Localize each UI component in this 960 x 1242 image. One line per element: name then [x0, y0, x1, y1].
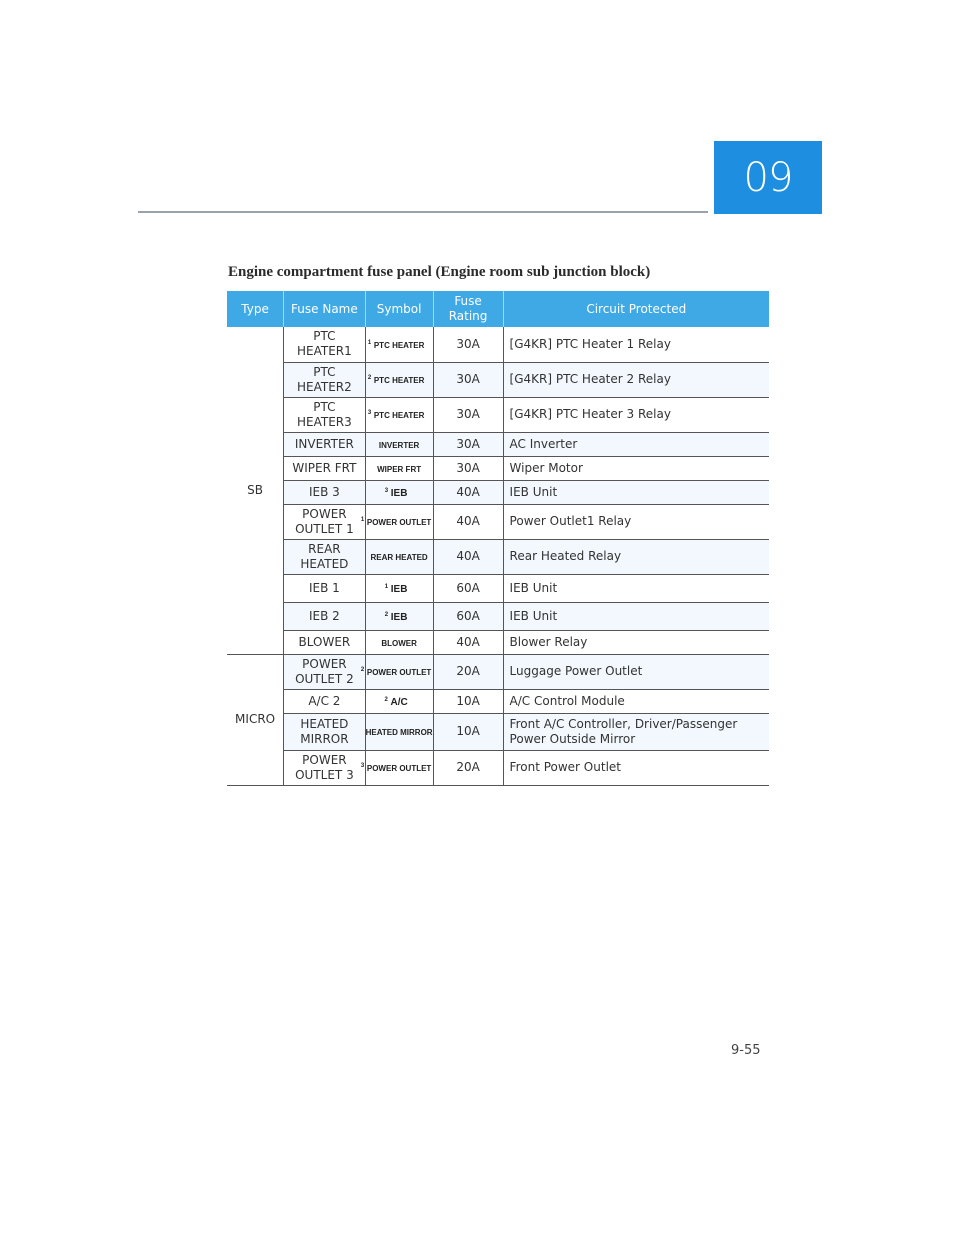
- fuse-symbol-icon: [379, 442, 419, 450]
- symbol-number: 3: [360, 763, 365, 769]
- table-row: [227, 397, 769, 432]
- symbol-text: POWER OUTLET: [366, 518, 432, 527]
- circuit-protected-cell: Luggage Power Outlet: [503, 654, 769, 689]
- header-circuit-protected: Circuit Protected: [503, 291, 769, 327]
- fuse-rating-cell: 40A: [433, 539, 503, 574]
- symbol-text: A/C: [390, 696, 408, 708]
- fuse-table: [227, 291, 769, 786]
- fuse-rating-cell: 40A: [433, 480, 503, 504]
- fuse-symbol-icon: [377, 466, 421, 474]
- fuse-name-cell: POWER OUTLET 2: [284, 654, 365, 689]
- symbol-text: HEATED MIRROR: [365, 728, 433, 737]
- type-cell: MICRO: [227, 654, 284, 785]
- symbol-cell: [360, 750, 433, 785]
- chapter-tab: [714, 141, 822, 214]
- fuse-symbol-icon: [360, 517, 432, 527]
- fuse-rating-cell: 30A: [433, 397, 503, 432]
- circuit-protected-cell: A/C Control Module: [503, 689, 769, 713]
- symbol-text: PTC HEATER: [373, 340, 425, 350]
- symbol-text: WIPER FRT: [377, 464, 422, 474]
- fuse-name-cell: POWER OUTLET 3: [284, 750, 365, 785]
- circuit-protected-cell: Wiper Motor: [503, 456, 769, 480]
- fuse-name-cell: HEATED MIRROR: [284, 713, 365, 750]
- symbol-cell: [365, 539, 433, 574]
- fuse-name-cell: PTC HEATER2: [284, 362, 365, 397]
- fuse-rating-cell: 40A: [433, 504, 503, 539]
- chapter-number: 09: [743, 154, 793, 201]
- fuse-name-cell: A/C 2: [284, 689, 365, 713]
- symbol-number: 1: [367, 339, 372, 346]
- symbol-cell: [360, 504, 433, 539]
- symbol-cell: [365, 602, 433, 630]
- table-row: [227, 750, 769, 785]
- symbol-text: BLOWER: [381, 638, 417, 648]
- fuse-symbol-icon: [371, 554, 428, 562]
- fuse-table-body: [227, 327, 769, 785]
- fuse-name-cell: PTC HEATER3: [284, 397, 365, 432]
- fuse-symbol-icon: [381, 640, 417, 648]
- page-number: 9-55: [731, 1043, 761, 1058]
- circuit-protected-cell: [G4KR] PTC Heater 1 Relay: [503, 327, 769, 362]
- fuse-name-cell: REAR HEATED: [284, 539, 365, 574]
- symbol-text: IEB: [390, 611, 408, 623]
- symbol-cell: [365, 362, 433, 397]
- fuse-name-cell: IEB 3: [284, 480, 365, 504]
- fuse-rating-cell: 30A: [433, 456, 503, 480]
- type-cell: SB: [227, 327, 284, 654]
- fuse-symbol-icon: [384, 487, 408, 499]
- symbol-cell: [365, 713, 433, 750]
- fuse-rating-cell: 10A: [433, 689, 503, 713]
- circuit-protected-cell: Rear Heated Relay: [503, 539, 769, 574]
- table-row: [227, 327, 769, 362]
- circuit-protected-cell: IEB Unit: [503, 480, 769, 504]
- symbol-text: IEB: [390, 487, 408, 499]
- fuse-symbol-icon: [360, 667, 432, 677]
- section-title: Engine compartment fuse panel (Engine room sub junction block): [228, 264, 651, 280]
- table-row: [227, 654, 769, 689]
- fuse-rating-cell: 40A: [433, 630, 503, 654]
- fuse-symbol-icon: [367, 375, 425, 385]
- symbol-number: 3: [384, 487, 389, 494]
- symbol-cell: [365, 574, 433, 602]
- circuit-protected-cell: IEB Unit: [503, 602, 769, 630]
- fuse-rating-cell: 60A: [433, 602, 503, 630]
- fuse-symbol-icon: [367, 410, 425, 420]
- fuse-rating-cell: 30A: [433, 362, 503, 397]
- symbol-text: POWER OUTLET: [366, 764, 432, 773]
- symbol-cell: [365, 689, 433, 713]
- symbol-number: 2: [384, 696, 388, 703]
- fuse-rating-cell: 20A: [433, 654, 503, 689]
- fuse-rating-cell: 10A: [433, 713, 503, 750]
- symbol-text: POWER OUTLET: [366, 668, 432, 677]
- circuit-protected-cell: Power Outlet1 Relay: [503, 504, 769, 539]
- fuse-rating-cell: 60A: [433, 574, 503, 602]
- fuse-symbol-icon: [366, 729, 433, 737]
- header-divider: [138, 211, 708, 213]
- symbol-cell: [365, 456, 433, 480]
- fuse-symbol-icon: [384, 583, 408, 595]
- symbol-text: INVERTER: [378, 440, 420, 450]
- symbol-number: 1: [384, 583, 389, 590]
- table-row: [227, 574, 769, 602]
- fuse-name-cell: IEB 1: [284, 574, 365, 602]
- circuit-protected-cell: [G4KR] PTC Heater 3 Relay: [503, 397, 769, 432]
- fuse-symbol-icon: [360, 763, 432, 773]
- table-row: [227, 602, 769, 630]
- header-symbol: Symbol: [365, 291, 433, 327]
- header-fuse-rating: Fuse Rating: [433, 291, 503, 327]
- symbol-cell: [365, 327, 433, 362]
- symbol-cell: [365, 432, 433, 456]
- symbol-cell: [365, 480, 433, 504]
- table-row: [227, 630, 769, 654]
- symbol-cell: [365, 397, 433, 432]
- fuse-name-cell: POWER OUTLET 1: [284, 504, 365, 539]
- symbol-number: 2: [360, 667, 365, 673]
- circuit-protected-cell: Blower Relay: [503, 630, 769, 654]
- circuit-protected-cell: Front A/C Controller, Driver/Passenger Power Outside Mirror: [503, 713, 769, 750]
- header-type: Type: [227, 291, 284, 327]
- circuit-protected-cell: Front Power Outlet: [503, 750, 769, 785]
- symbol-number: 1: [360, 517, 365, 523]
- symbol-text: PTC HEATER: [373, 411, 425, 420]
- table-row: [227, 689, 769, 713]
- table-row: [227, 480, 769, 504]
- fuse-rating-cell: 30A: [433, 327, 503, 362]
- circuit-protected-cell: AC Inverter: [503, 432, 769, 456]
- fuse-name-cell: INVERTER: [284, 432, 365, 456]
- fuse-symbol-icon: [384, 611, 408, 623]
- table-row: [227, 539, 769, 574]
- fuse-name-cell: PTC HEATER1: [284, 327, 365, 362]
- fuse-name-cell: IEB 2: [284, 602, 365, 630]
- table-row: [227, 504, 769, 539]
- fuse-name-cell: WIPER FRT: [284, 456, 365, 480]
- header-fuse-name: Fuse Name: [284, 291, 365, 327]
- symbol-text: PTC HEATER: [373, 376, 425, 385]
- table-header-row: [227, 291, 769, 327]
- symbol-number: 2: [367, 375, 372, 381]
- symbol-text: REAR HEATED: [370, 553, 428, 562]
- table-row: [227, 713, 769, 750]
- symbol-number: 3: [367, 410, 372, 416]
- table-row: [227, 362, 769, 397]
- fuse-symbol-icon: [384, 696, 408, 708]
- symbol-cell: [365, 630, 433, 654]
- fuse-rating-cell: 30A: [433, 432, 503, 456]
- circuit-protected-cell: IEB Unit: [503, 574, 769, 602]
- fuse-name-cell: BLOWER: [284, 630, 365, 654]
- symbol-cell: [360, 654, 433, 689]
- circuit-protected-cell: [G4KR] PTC Heater 2 Relay: [503, 362, 769, 397]
- symbol-number: 2: [384, 611, 389, 618]
- table-row: [227, 432, 769, 456]
- fuse-rating-cell: 20A: [433, 750, 503, 785]
- table-row: [227, 456, 769, 480]
- symbol-text: IEB: [390, 583, 408, 595]
- fuse-symbol-icon: [367, 339, 425, 350]
